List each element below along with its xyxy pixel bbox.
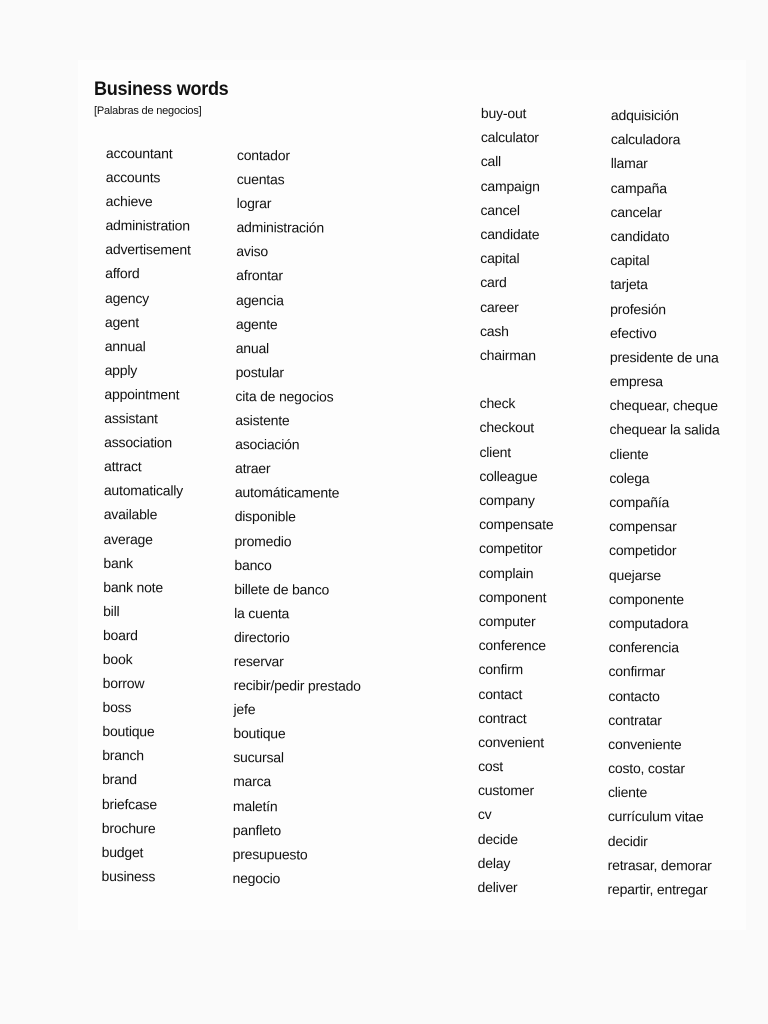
english-word: cv [477, 806, 492, 823]
spanish-translation: chequear la salida [609, 421, 720, 438]
english-word: brand [102, 771, 137, 788]
spanish-translation: efectivo [609, 324, 657, 341]
spanish-translation: boutique [233, 725, 286, 742]
english-word: bill [103, 602, 120, 619]
spanish-translation: automáticamente [234, 484, 340, 501]
spanish-translation: computadora [608, 614, 689, 632]
english-word: agent [104, 313, 139, 330]
english-word: convenient [478, 733, 544, 751]
spanish-translation: directorio [233, 628, 290, 646]
english-word: confirm [478, 661, 524, 678]
english-word: bank [103, 554, 134, 571]
spanish-translation: la cuenta [234, 604, 290, 622]
spanish-translation: empresa [609, 373, 663, 390]
spanish-translation: campaña [610, 179, 667, 196]
english-word: available [103, 506, 158, 523]
english-word: calculator [480, 129, 539, 146]
english-word: buy-out [480, 104, 527, 122]
spanish-translation: presupuesto [232, 845, 308, 863]
spanish-translation: compensar [609, 518, 677, 535]
spanish-translation: cancelar [610, 203, 662, 220]
english-word: agency [104, 289, 150, 306]
spanish-translation: reservar [233, 652, 284, 670]
english-word: appointment [104, 385, 180, 403]
spanish-translation: conveniente [608, 735, 682, 753]
english-word: career [480, 298, 519, 315]
spanish-translation: cita de negocios [235, 387, 334, 405]
english-word: advertisement [105, 241, 191, 258]
english-word: attract [103, 458, 142, 475]
spanish-translation: presidente de una [609, 348, 719, 366]
english-word: deliver [477, 878, 518, 896]
spanish-translation: conferencia [608, 639, 679, 656]
spanish-translation: decidir [607, 832, 648, 849]
spanish-translation: cuentas [236, 171, 285, 188]
english-word: budget [101, 843, 144, 860]
english-word: afford [105, 265, 140, 282]
spanish-translation: repartir, entregar [607, 880, 708, 898]
english-word: decide [477, 830, 518, 847]
spanish-translation: contratar [608, 711, 662, 728]
spanish-translation: quejarse [608, 566, 662, 583]
english-word: achieve [105, 193, 153, 210]
spanish-translation: jefe [233, 701, 256, 718]
english-word: borrow [102, 675, 145, 692]
spanish-translation: calculadora [610, 131, 681, 148]
spanish-translation: promedio [234, 532, 292, 549]
spanish-translation: costo, costar [608, 760, 685, 777]
spanish-translation: administración [236, 219, 325, 236]
english-word: branch [102, 747, 144, 764]
english-word: computer [478, 612, 536, 630]
spanish-translation: componente [608, 590, 684, 608]
english-word: checkout [479, 419, 535, 436]
spanish-translation: agente [235, 315, 278, 332]
english-word: accountant [105, 144, 173, 162]
spanish-translation: afrontar [236, 267, 283, 284]
english-word: call [480, 153, 501, 170]
english-word: contract [478, 709, 527, 726]
english-word: briefcase [101, 795, 158, 812]
english-word: book [102, 650, 133, 668]
right-english-column [478, 101, 556, 900]
english-word: apply [104, 361, 138, 379]
spanish-translation: currículum vitae [607, 808, 704, 825]
english-word: cash [479, 322, 509, 339]
english-word: colleague [479, 467, 538, 485]
spanish-translation: candidato [610, 227, 670, 245]
english-word: automatically [103, 482, 184, 499]
english-word: cancel [480, 201, 520, 218]
spanish-translation: negocio [232, 869, 281, 887]
spanish-translation: asistente [235, 412, 290, 429]
page-title: Business words [94, 79, 229, 100]
english-word: boss [102, 699, 132, 716]
english-word: board [102, 626, 138, 644]
english-word: check [479, 395, 516, 412]
spanish-translation: adquisición [610, 106, 679, 124]
english-word: complain [478, 564, 534, 581]
english-word: annual [104, 337, 146, 354]
spanish-translation: profesión [610, 300, 666, 317]
english-word: conference [478, 637, 546, 654]
english-word: component [478, 588, 547, 606]
english-word: business [101, 867, 156, 885]
spanish-translation: aviso [236, 243, 269, 260]
english-word: capital [480, 250, 520, 267]
english-word: compensate [479, 516, 554, 533]
spanish-translation: sucursal [233, 749, 284, 766]
spanish-translation: contador [236, 146, 290, 164]
english-word: brochure [101, 819, 156, 836]
english-word: administration [105, 217, 190, 234]
spanish-translation: panfleto [232, 821, 282, 838]
english-word: bank note [103, 578, 164, 596]
spanish-translation: cliente [609, 445, 649, 462]
english-word: average [103, 530, 153, 547]
spanish-translation: competidor [609, 542, 677, 559]
spanish-translation: marca [233, 773, 272, 790]
spanish-translation: lograr [236, 195, 272, 212]
spanish-translation: banco [234, 556, 272, 573]
spanish-translation: tarjeta [610, 276, 648, 293]
english-word [480, 367, 554, 392]
english-word: client [479, 443, 511, 460]
left-spanish-column [232, 143, 364, 891]
english-word: assistant [104, 410, 158, 427]
spanish-translation: cliente [607, 784, 648, 801]
spanish-translation: confirmar [608, 663, 666, 680]
spanish-translation: contacto [608, 687, 660, 704]
right-spanish-column [608, 103, 722, 902]
spanish-translation: retrasar, demorar [607, 856, 712, 874]
spanish-translation: atraer [234, 460, 271, 477]
english-word: chairman [479, 346, 536, 364]
english-word: cost [478, 758, 504, 775]
page-subtitle: [Palabras de negocios] [94, 105, 202, 117]
spanish-translation: anual [235, 339, 270, 356]
english-word: campaign [480, 177, 540, 194]
english-word: delay [477, 854, 511, 871]
spanish-translation: llamar [610, 155, 648, 172]
spanish-translation: chequear, cheque [609, 397, 718, 414]
spanish-translation: billete de banco [234, 580, 330, 598]
spanish-translation: maletín [232, 797, 278, 814]
spanish-translation: asociación [235, 436, 300, 453]
spanish-translation: recibir/pedir prestado [233, 677, 361, 694]
spanish-translation: agencia [235, 291, 284, 308]
spanish-translation: disponible [234, 508, 296, 525]
english-word: candidate [480, 225, 540, 243]
english-word: card [480, 274, 507, 291]
spanish-translation: capital [610, 252, 650, 269]
english-word: contact [478, 685, 523, 702]
spanish-translation: colega [609, 469, 650, 486]
left-english-column [101, 141, 191, 888]
spanish-translation: postular [235, 363, 284, 381]
english-word: boutique [102, 723, 155, 740]
spanish-translation: compañía [609, 493, 670, 511]
english-word: customer [477, 782, 535, 799]
english-word: association [104, 434, 173, 451]
english-word: accounts [105, 169, 161, 186]
english-word: competitor [479, 540, 543, 557]
english-word: company [479, 491, 535, 509]
